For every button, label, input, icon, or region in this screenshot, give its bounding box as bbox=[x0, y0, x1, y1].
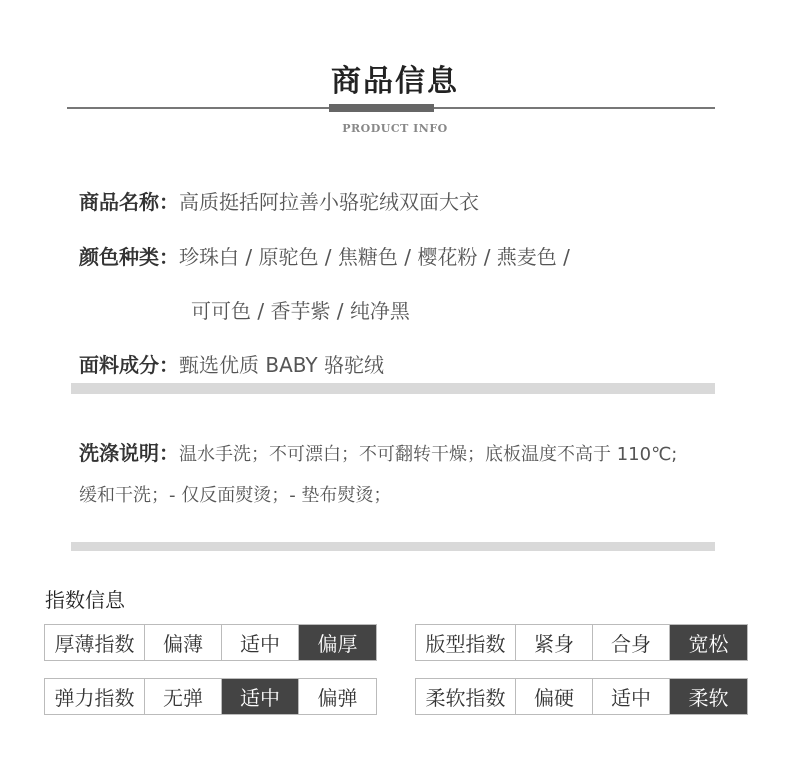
wash-row-1 bbox=[79, 437, 677, 466]
color-value-line1: 珍珠白 / 原驼色 / 焦糖色 / 樱花粉 / 燕麦色 / bbox=[179, 245, 570, 269]
index-option: 适中 bbox=[222, 625, 299, 660]
color-label: 颜色种类： bbox=[79, 245, 179, 269]
index-section-title: 指数信息 bbox=[45, 588, 125, 612]
index-option: 紧身 bbox=[516, 625, 593, 660]
page-subtitle: PRODUCT INFO bbox=[342, 122, 448, 135]
index-option-selected: 适中 bbox=[222, 679, 299, 714]
index-option: 偏薄 bbox=[145, 625, 222, 660]
index-option-selected: 偏厚 bbox=[299, 625, 376, 660]
section-divider-band bbox=[71, 383, 715, 394]
index-option: 偏硬 bbox=[516, 679, 593, 714]
wash-label: 洗涤说明： bbox=[79, 441, 179, 465]
index-option: 合身 bbox=[593, 625, 670, 660]
index-name: 厚薄指数 bbox=[45, 625, 145, 660]
color-value-line2: 可可色 / 香芋紫 / 纯净黑 bbox=[191, 299, 410, 323]
fabric-value: 甄选优质 BABY 骆驼绒 bbox=[179, 353, 384, 377]
softness-index-table bbox=[415, 678, 748, 715]
fit-index-table bbox=[415, 624, 748, 661]
index-option: 适中 bbox=[593, 679, 670, 714]
elasticity-index-table bbox=[44, 678, 377, 715]
fabric-label: 面料成分： bbox=[79, 353, 179, 377]
title-accent-bar bbox=[329, 104, 434, 112]
index-option-selected: 宽松 bbox=[670, 625, 747, 660]
section-divider-band bbox=[71, 542, 715, 551]
color-row bbox=[79, 241, 570, 270]
wash-row-2 bbox=[79, 481, 391, 507]
page-title: 商品信息 bbox=[331, 64, 459, 99]
wash-line2: 缓和干洗；- 仅反面熨烫；- 垫布熨烫； bbox=[79, 485, 392, 506]
index-name: 柔软指数 bbox=[416, 679, 516, 714]
index-option: 无弹 bbox=[145, 679, 222, 714]
fabric-row bbox=[79, 349, 384, 378]
product-name-value: 高质挺括阿拉善小骆驼绒双面大衣 bbox=[179, 190, 479, 214]
index-name: 版型指数 bbox=[416, 625, 516, 660]
color-row-continued bbox=[191, 295, 410, 324]
product-name-label: 商品名称： bbox=[79, 190, 179, 214]
index-option-selected: 柔软 bbox=[670, 679, 747, 714]
index-name: 弹力指数 bbox=[45, 679, 145, 714]
index-option: 偏弹 bbox=[317, 686, 358, 710]
product-name-row bbox=[79, 186, 479, 215]
wash-line1: 温水手洗；不可漂白；不可翻转干燥；底板温度不高于 110℃; bbox=[179, 444, 678, 465]
thickness-index-table bbox=[44, 624, 377, 661]
